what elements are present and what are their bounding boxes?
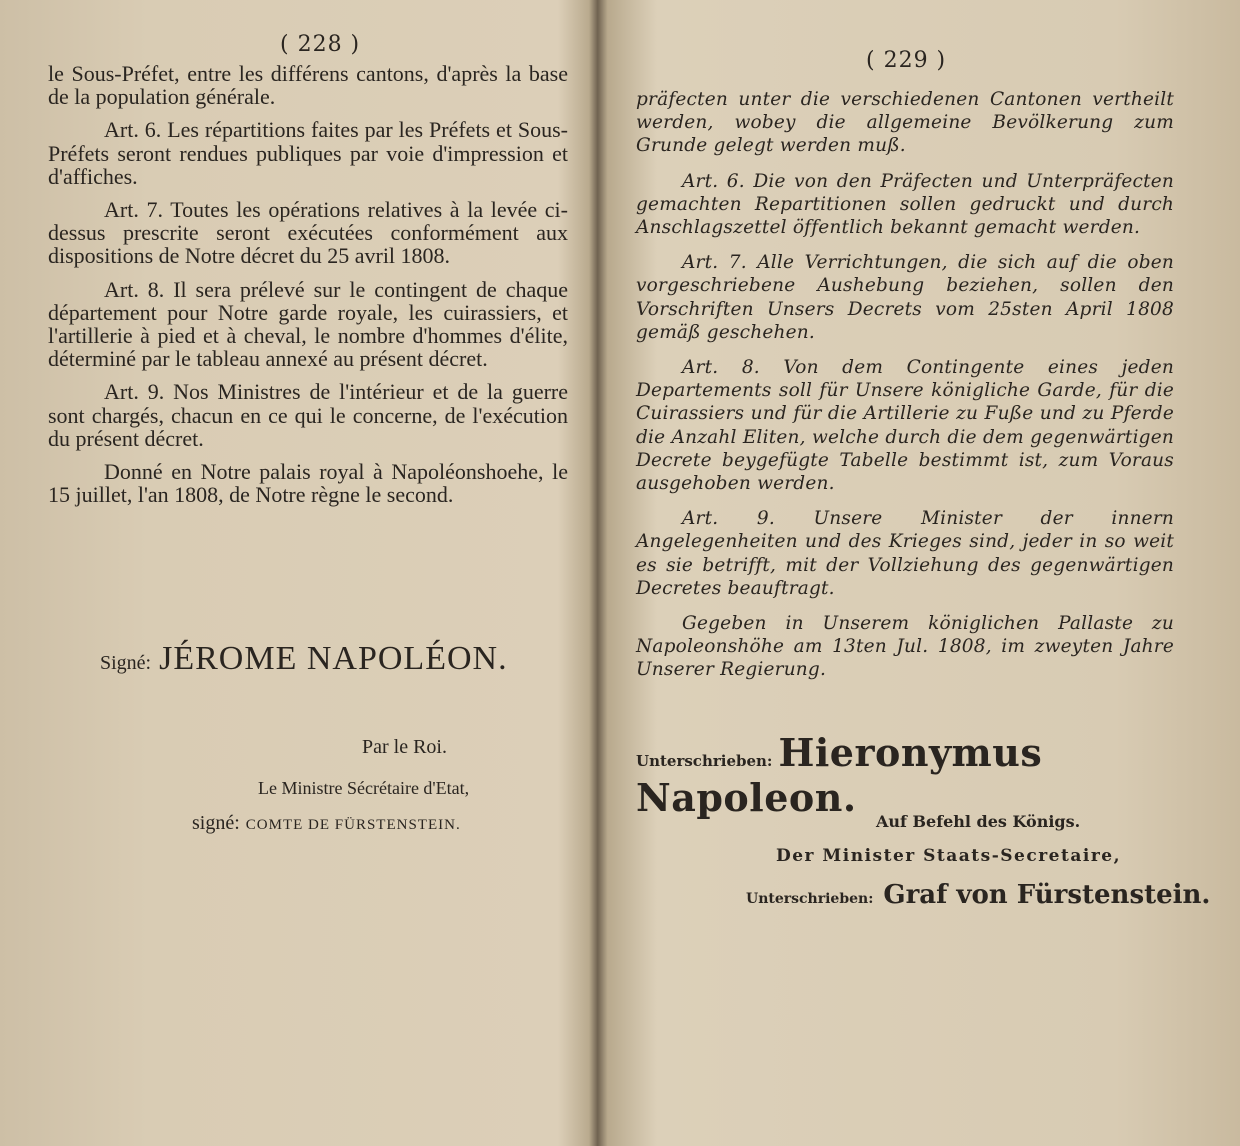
par-le-roi: Par le Roi.: [362, 736, 447, 758]
signed-label: Signé:: [100, 652, 152, 674]
comte-name: COMTE DE FÜRSTENSTEIN.: [245, 817, 461, 833]
paragraph-art-6: Art. 6. Die von den Präfecten und Unterpräfecten gemachten Repartitionen sollen gedruckt und durch Anschlagszettel öffentlich bekannt gemacht werden.: [636, 170, 1174, 239]
paragraph-art-8: Art. 8. Il sera prélevé sur le contingent de chaque département pour Notre garde royale, les cuirassiers, et l'artillerie à pied et à cheval, le nombre d'hommes d'élite, déterminé par le tableau annexé au présent décret.: [48, 276, 568, 372]
signature-jerome: JÉROME NAPOLÉON.: [159, 640, 508, 677]
comte-signed-label: signé:: [192, 812, 240, 834]
french-text: [48, 62, 568, 516]
paragraph-art-9: Art. 9. Unsere Minister der innern Angelegenheiten und des Krieges sind, jeder in so weit es sie betrifft, mit der Vollziehung des gegenwärtigen Decretes beauftragt.: [636, 508, 1174, 599]
signature-block-fr: [100, 640, 508, 678]
paragraph-art-8: Art. 8. Von dem Contingente eines jeden Departements soll für Unsere königliche Garde, für die Cuirassiers und für die Artillerie zu Fuße und zu Pferde die Anzahl Eliten, welche durch die dem gegenwärtigen Decrete beygefügte Tabelle bestimmt ist, zum Voraus ausgehoben werden.: [636, 357, 1174, 495]
left-page: [0, 0, 590, 1146]
comte-line: [192, 812, 461, 835]
graf-name: Graf von Fürstenstein.: [883, 880, 1211, 910]
paragraph-art-7: Art. 7. Toutes les opérations relatives à la levée ci-dessus prescrite seront exécutées conformément aux dispositions de Notre décret du 25 avril 1808.: [48, 197, 568, 269]
minister-line: Der Minister Staats-Secretaire,: [776, 846, 1122, 866]
paragraph-given: Donné en Notre palais royal à Napoléonshoehe, le 15 juillet, l'an 1808, de Notre règne le second.: [48, 459, 568, 508]
signature-hieronymus: Hieronymus Napoleon.: [636, 730, 1043, 820]
signature-block-de: [636, 730, 1240, 820]
befehl-line: Auf Befehl des Königs.: [876, 812, 1081, 831]
graf-signed-label: Unterschrieben:: [746, 891, 874, 907]
graf-line: [746, 880, 1210, 910]
paragraph-art-6: Art. 6. Les répartitions faites par les Préfets et Sous-Préfets seront rendues publiques par voie d'impression et d'affiches.: [48, 117, 568, 189]
ministre-line: Le Ministre Sécrétaire d'Etat,: [258, 778, 470, 798]
paragraph: le Sous-Préfet, entre les différens cantons, d'après la base de la population générale.: [48, 61, 568, 110]
german-text: [636, 88, 1174, 694]
signed-label: Unterschrieben:: [636, 752, 773, 770]
right-page: [598, 0, 1240, 1146]
page-number-right: ( 229 ): [866, 48, 947, 73]
paragraph-art-7: Art. 7. Alle Verrichtungen, die sich auf die oben vorgeschriebene Aushebung beziehen, sollen den Vorschriften Unsers Decrets vom 25sten April 1808 gemäß geschehen.: [636, 252, 1174, 343]
paragraph-given: Gegeben in Unserem königlichen Pallaste zu Napoleonshöhe am 13ten Jul. 1808, im zweyten Jahre Unserer Regierung.: [636, 613, 1174, 681]
page-number-left: ( 228 ): [280, 32, 361, 57]
paragraph-art-9: Art. 9. Nos Ministres de l'intérieur et de la guerre sont chargés, chacun en ce qui le concerne, de l'exécution du présent décret.: [48, 379, 568, 451]
paragraph: präfecten unter die verschiedenen Cantonen vertheilt werden, wobey die allgemeine Bevölkerung zum Grunde gelegt werden muß.: [636, 89, 1174, 157]
